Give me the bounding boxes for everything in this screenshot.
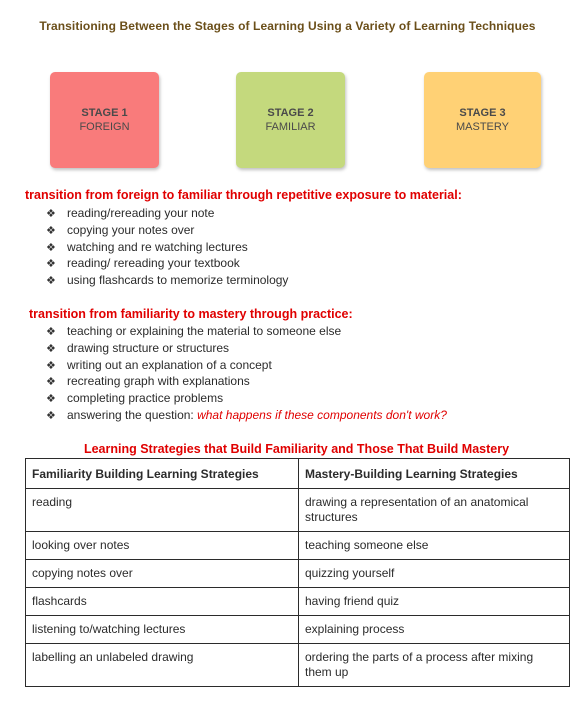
stage-3-name: STAGE 3 [459,107,506,119]
list-item: ❖ recreating graph with explanations [46,373,447,390]
stage-3-card [424,72,541,168]
table-cell: copying notes over [26,560,299,588]
table-row [26,644,570,687]
diamond-bullet-icon: ❖ [46,326,56,338]
table-cell: flashcards [26,588,299,616]
diamond-bullet-icon: ❖ [46,258,56,271]
diamond-bullet-icon: ❖ [46,208,56,220]
stage-2-name: STAGE 2 [267,107,314,119]
table-title: Learning Strategies that Build Familiarity and Those That Build Mastery [83,442,510,456]
diamond-bullet-icon: ❖ [46,359,56,372]
table-row [26,616,570,644]
table-cell: listening to/watching lectures [26,616,299,644]
table-cell: reading [26,489,299,532]
table-row [26,489,570,532]
stage-1-card [50,72,159,168]
table-cell: teaching someone else [299,532,570,560]
stage-2-card [236,72,345,168]
strategies-table [25,458,570,687]
table-cell: drawing a representation of an anatomical structures [299,489,570,532]
list-item: ❖ using flashcards to memorize terminology [46,272,288,289]
stage-1-label: FOREIGN [79,121,130,133]
stage-2-label: FAMILIAR [265,121,316,133]
section-1-list [46,205,288,289]
diamond-bullet-icon: ❖ [46,241,56,254]
table-cell: labelling an unlabeled drawing [26,644,299,687]
table-cell: quizzing yourself [299,560,570,588]
list-item: ❖ teaching or explaining the material to someone else [46,323,447,340]
table-cell: explaining process [299,616,570,644]
diamond-bullet-icon: ❖ [46,393,56,406]
table-row [26,588,570,616]
list-item: ❖ writing out an explanation of a concept [46,357,447,374]
table-cell: having friend quiz [299,588,570,616]
stage-3-label: MASTERY [456,121,509,133]
diamond-bullet-icon: ❖ [46,376,56,389]
diamond-bullet-icon: ❖ [46,224,56,237]
column-header-familiarity: Familiarity Building Learning Strategies [26,459,299,489]
table-row [26,560,570,588]
column-header-mastery: Mastery-Building Learning Strategies [299,459,570,489]
list-item: ❖ watching and re watching lectures [46,239,288,256]
table-cell: ordering the parts of a process after mixing them up [299,644,570,687]
table-cell: looking over notes [26,532,299,560]
document-title: Transitioning Between the Stages of Learning Using a Variety of Learning Techniques [39,19,536,33]
diamond-bullet-icon: ❖ [46,342,56,355]
list-item: ❖ reading/ rereading your textbook [46,255,288,272]
section-1-heading: transition from foreign to familiar through repetitive exposure to material: [25,188,462,202]
list-item: ❖ answering the question: what happens if these components don't work? [46,407,447,424]
diamond-bullet-icon: ❖ [46,409,56,422]
list-item: ❖ drawing structure or structures [46,340,447,357]
list-item: ❖ copying your notes over [46,222,288,239]
question-text: what happens if these components don't work? [197,407,447,422]
diamond-bullet-icon: ❖ [46,275,56,288]
list-item: ❖ reading/rereading your note [46,205,288,222]
section-2-heading: transition from familiarity to mastery through practice: [29,307,353,321]
table-row [26,532,570,560]
table-header-row [26,459,570,489]
list-item: ❖ completing practice problems [46,390,447,407]
section-2-list [46,323,447,424]
stage-1-name: STAGE 1 [81,107,128,119]
